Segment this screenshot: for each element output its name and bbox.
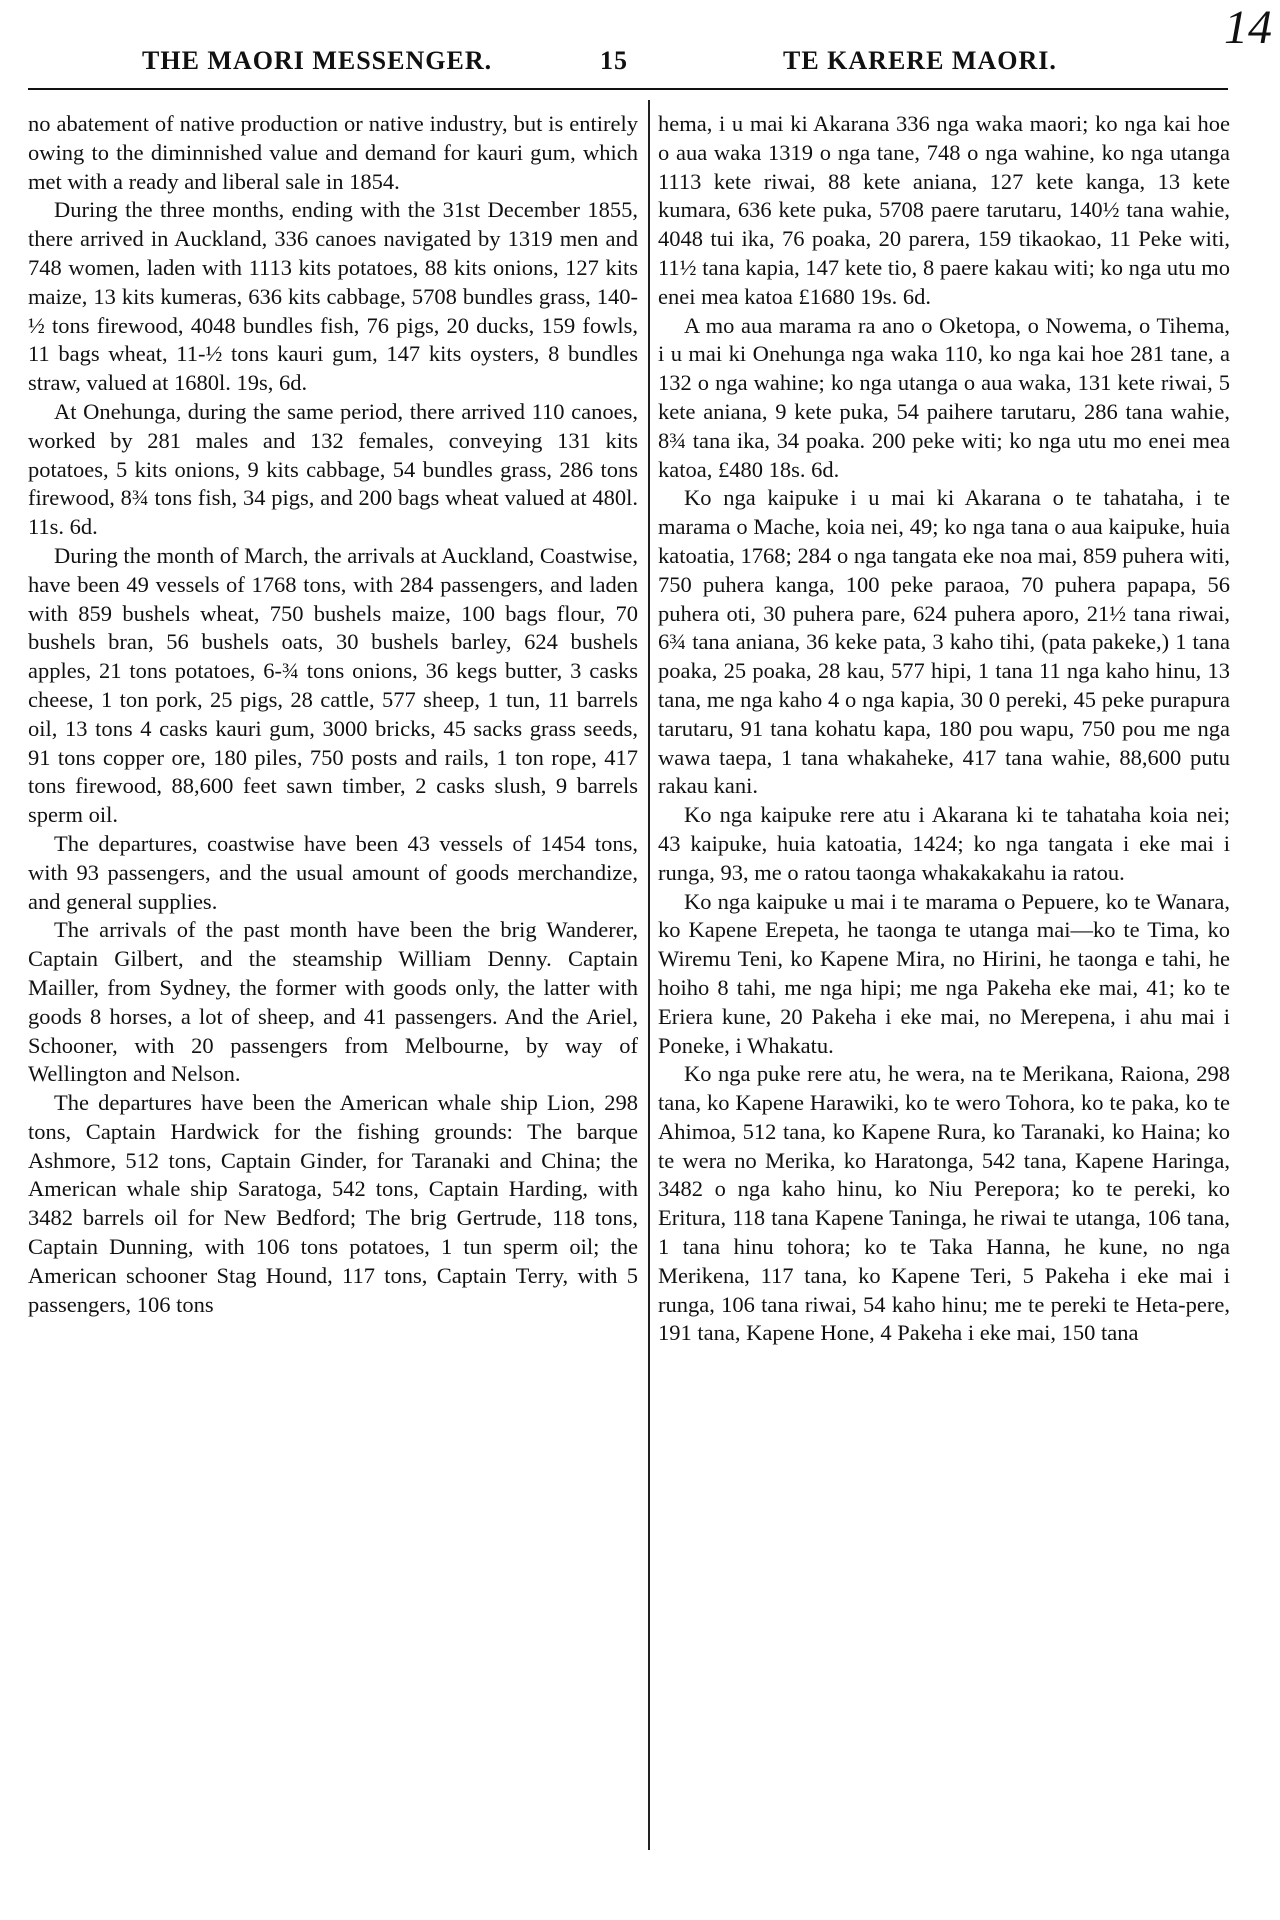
- paragraph: At Onehunga, during the same period, there arrived 110 canoes, worked by 281 males and 132 females, conveying 131 kits potatoes, 5 kits onions, 9 kits cabbage, 54 bundles grass, 286 tons firewood, 8¾ tons fish, 34 pigs, and 200 bags wheat valued at 480l. 11s. 6d.: [28, 398, 638, 540]
- header-maori-title: TE KARERE MAORI.: [783, 46, 1057, 75]
- paragraph: The departures have been the American whale ship Lion, 298 tons, Captain Hardwick for the fishing grounds: The barque Ashmore, 512 tons, Captain Ginder, for Taranaki and China; the American whale ship Saratoga, 542 tons, Captain Harding, with 3482 barrels oil for New Bedford; The brig Gertrude, 118 tons, Captain Dunning, with 106 tons potatoes, 1 tun sperm oil; the American schooner Stag Hound, 117 tons, Captain Terry, with 5 passengers, 106 tons: [28, 1090, 638, 1317]
- column-divider: [648, 100, 650, 1850]
- page-corner-mark: 14: [1224, 1, 1272, 54]
- header-rule: [28, 88, 1228, 90]
- paragraph: Ko nga puke rere atu, he wera, na te Merikana, Raiona, 298 tana, ko Kapene Harawiki, ko te wero Tohora, ko te paka, ko te Ahimoa, 512 tana, ko Kapene Rura, ko Taranaki, ko Haina; ko te wera no Merika, ko Haratonga, 542 tana, Kapene Haringa, 3482 o nga kaho hinu, ko Niu Perepora; ko te pereki, ko Eritura, 118 tana Kapene Taninga, he riwai te utanga, 106 tana, 1 tana hinu tohora; ko te Taka Hanna, he kune, no nga Merikena, 117 tana, ko Kapene Teri, 5 Pakeha i eke mai i runga, 106 tana riwai, 54 kaho hinu; me te pereki te Heta-pere, 191 tana, Kapene Hone, 4 Pakeha i eke mai, 150 tana: [658, 1061, 1230, 1346]
- maori-column: [658, 110, 1230, 1348]
- header-english-title: THE MAORI MESSENGER.: [142, 46, 493, 75]
- page-number: 15: [600, 46, 628, 75]
- paragraph: The departures, coastwise have been 43 vessels of 1454 tons, with 93 passengers, and the usual amount of goods merchandize, and general supplies.: [28, 830, 638, 914]
- paragraph: The arrivals of the past month have been the brig Wanderer, Captain Gilbert, and the steamship William Denny. Captain Mailler, from Sydney, the former with goods only, the latter with goods 8 horses, a lot of sheep, and 41 passengers. And the Ariel, Schooner, with 20 passengers from Melbourne, by way of Wellington and Nelson.: [28, 917, 638, 1087]
- paragraph: During the three months, ending with the 31st December 1855, there arrived in Auckland, 336 canoes navigated by 1319 men and 748 women, laden with 1113 kits potatoes, 88 kits onions, 127 kits maize, 13 kits kumeras, 636 kits cabbage, 5708 bundles grass, 140-½ tons firewood, 4048 bundles fish, 76 pigs, 20 ducks, 159 fowls, 11 bags wheat, 11-½ tons kauri gum, 147 kits oysters, 8 bundles straw, valued at 1680l. 19s, 6d.: [28, 197, 638, 396]
- paragraph: hema, i u mai ki Akarana 336 nga waka maori; ko nga kai hoe o aua waka 1319 o nga tane, 748 o nga wahine, ko nga utanga 1113 kete riwai, 88 kete aniana, 127 kete kanga, 13 kete kumara, 636 kete puka, 5708 paere tarutaru, 140½ tana wahie, 4048 tui ika, 76 poaka, 20 parera, 159 tikaokao, 11 Peke witi, 11½ tana kapia, 147 kete tio, 8 paere kakau witi; ko nga utu mo enei mea katoa £1680 19s. 6d.: [658, 111, 1230, 309]
- paragraph: Ko nga kaipuke i u mai ki Akarana o te tahataha, i te marama o Mache, koia nei, 49; ko nga tana o aua kaipuke, huia katoatia, 1768; 284 o nga tangata eke noa mai, 859 puhera witi, 750 puhera kanga, 100 peke paraoa, 70 puhera papapa, 56 puhera oti, 30 puhera pare, 624 puhera aporo, 21½ tana riwai, 6¾ tana aniana, 36 keke pata, 3 kaho tihi, (pata pakeke,) 1 tana poaka, 25 poaka, 28 kau, 577 hipi, 1 tana 11 nga kaho hinu, 13 tana, me nga kaho 4 o nga kapia, 30 0 pereki, 45 peke purapura tarutaru, 91 tana kohatu kapa, 180 pou wapu, 750 pou me nga wawa taepa, 1 tana whakaheke, 417 tana wahie, 88,600 putu rakau kani.: [658, 485, 1230, 799]
- paragraph: A mo aua marama ra ano o Oketopa, o Nowema, o Tihema, i u mai ki Onehunga nga waka 110, ko nga kai hoe 281 tane, a 132 o nga wahine; ko nga utanga o aua waka, 131 kete riwai, 5 kete aniana, 9 kete puka, 54 paihere tarutaru, 286 tana wahie, 8¾ tana ika, 34 poaka. 200 peke witi; ko nga utu mo enei mea katoa, £480 18s. 6d.: [658, 312, 1230, 482]
- paragraph: Ko nga kaipuke rere atu i Akarana ki te tahataha koia nei; 43 kaipuke, huia katoatia, 1424; ko nga tangata i eke mai i runga, 93, me o ratou taonga whakakakahu ia ratou.: [658, 802, 1230, 885]
- running-header: [60, 38, 1230, 78]
- paragraph: Ko nga kaipuke u mai i te marama o Pepuere, ko te Wanara, ko Kapene Erepeta, he taonga te utanga mai—ko te Tima, ko Wiremu Teni, ko Kapene Mira, no Hirini, he taonga e tahi, he hoiho 8 tahi, me nga hipi; me nga Pakeha eke mai, 41; ko te Eriera kune, 20 Pakeha i eke mai, no Merepena, i ahu mai i Poneke, i Whakatu.: [658, 888, 1230, 1058]
- paragraph: During the month of March, the arrivals at Auckland, Coastwise, have been 49 vessels of 1768 tons, with 284 passengers, and laden with 859 bushels wheat, 750 bushels maize, 100 bags flour, 70 bushels bran, 56 bushels oats, 30 bushels barley, 624 bushels apples, 21 tons potatoes, 6-¾ tons onions, 36 kegs butter, 3 casks cheese, 1 ton pork, 25 pigs, 28 cattle, 577 sheep, 1 tun, 11 barrels oil, 13 tons 4 casks kauri gum, 3000 bricks, 45 sacks grass seeds, 91 tons copper ore, 180 piles, 750 posts and rails, 1 ton rope, 417 tons firewood, 88,600 feet sawn timber, 2 casks slush, 9 barrels sperm oil.: [28, 542, 638, 828]
- english-column: [28, 110, 638, 1319]
- paragraph: no abatement of native production or native industry, but is entirely owing to the diminnished value and demand for kauri gum, which met with a ready and liberal sale in 1854.: [28, 111, 638, 194]
